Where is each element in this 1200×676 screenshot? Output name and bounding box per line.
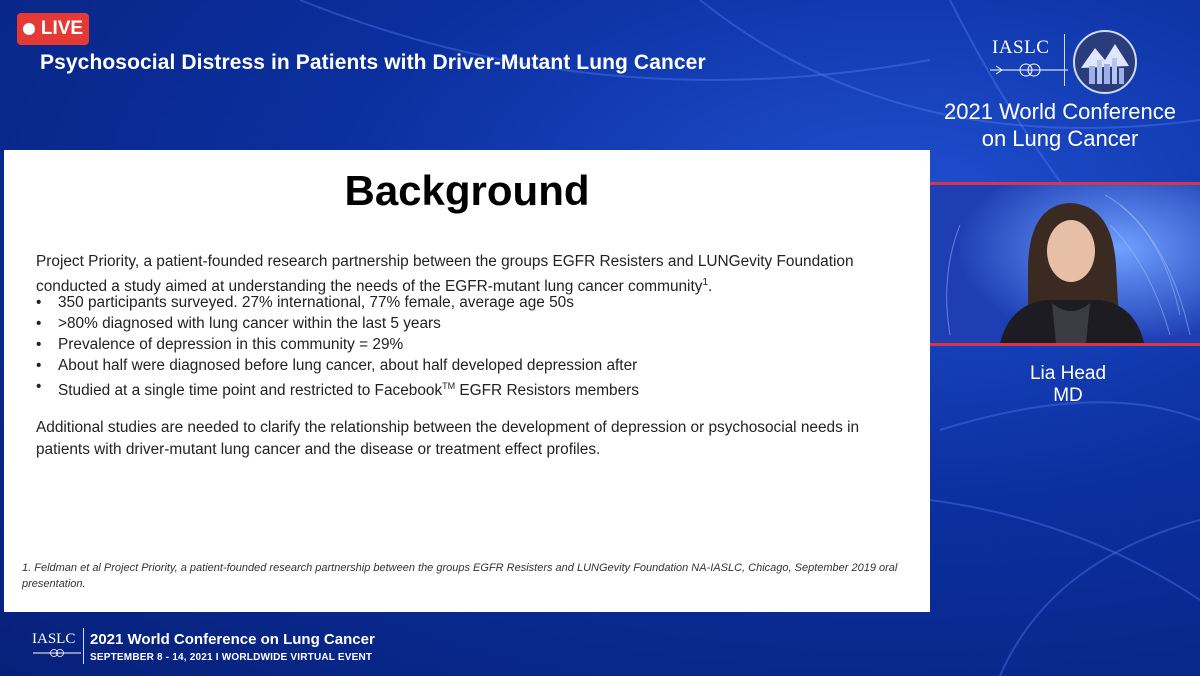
speaker-name: Lia Head <box>1029 363 1107 384</box>
conference-seal-icon <box>1073 30 1137 94</box>
footer-caduceus-icon <box>32 648 82 658</box>
speaker-caption <box>930 363 1200 407</box>
speaker-video <box>930 182 1200 346</box>
bullet-last-suffix: EGFR Resistors members <box>455 382 640 400</box>
footer-iaslc-logo-text: IASLC <box>32 631 76 647</box>
caduceus-icon <box>988 62 1070 78</box>
slide-conclusion: Additional studies are needed to clarify the relationship between the development of depression or psychosocial needs in patients with driver-mutant lung cancer and the disease or treatment effect profiles. <box>36 419 860 458</box>
live-badge <box>17 13 89 45</box>
bullet-item: • 350 participants surveyed. 27% international, 77% female, average age 50s <box>36 292 916 313</box>
live-dot-icon <box>23 23 35 35</box>
logo-separator <box>1064 34 1065 86</box>
intro-text: Project Priority, a patient-founded research partnership between the groups EGFR Resisters and LUNGevity Foundation conducted a study aimed at understanding the needs of the EGFR-mutant lung cancer community <box>36 253 854 296</box>
intro-superscript: 1 <box>702 277 709 288</box>
slide-intro <box>36 251 916 297</box>
presentation-slide <box>4 150 930 612</box>
talk-title: Psychosocial Distress in Patients with Driver-Mutant Lung Cancer <box>40 51 706 74</box>
conference-title <box>930 98 1190 152</box>
bullet-item: • About half were diagnosed before lung cancer, about half developed depression after <box>36 355 916 376</box>
footer-separator <box>83 628 84 664</box>
slide-bullets <box>36 292 916 401</box>
conference-title-line1: 2021 World Conference <box>944 99 1176 124</box>
bullet-last-prefix: Studied at a single time point and restricted to Facebook <box>58 382 443 400</box>
bullet-item <box>36 376 916 401</box>
trademark-superscript: TM <box>442 381 456 391</box>
footer-title: 2021 World Conference on Lung Cancer <box>90 631 375 648</box>
speaker-video-feed <box>930 185 1200 343</box>
live-label: LIVE <box>40 18 84 39</box>
intro-end: . <box>708 278 713 296</box>
slide-footnote: 1. Feldman et al Project Priority, a patient-founded research partnership between the groups EGFR Resisters and LUNGevity Foundation NA-IASLC, Chicago, September 2019 oral presentation. <box>22 562 898 590</box>
conference-title-line2: on Lung Cancer <box>981 126 1139 151</box>
bullet-item: • >80% diagnosed with lung cancer within the last 5 years <box>36 313 916 334</box>
bullet-item: • Prevalence of depression in this community = 29% <box>36 334 916 355</box>
footer-subtitle: SEPTEMBER 8 - 14, 2021 I WORLDWIDE VIRTUAL EVENT <box>90 652 373 663</box>
speaker-credential: MD <box>1053 385 1083 406</box>
iaslc-logo-text: IASLC <box>992 37 1050 58</box>
slide-heading: Background <box>344 167 590 214</box>
